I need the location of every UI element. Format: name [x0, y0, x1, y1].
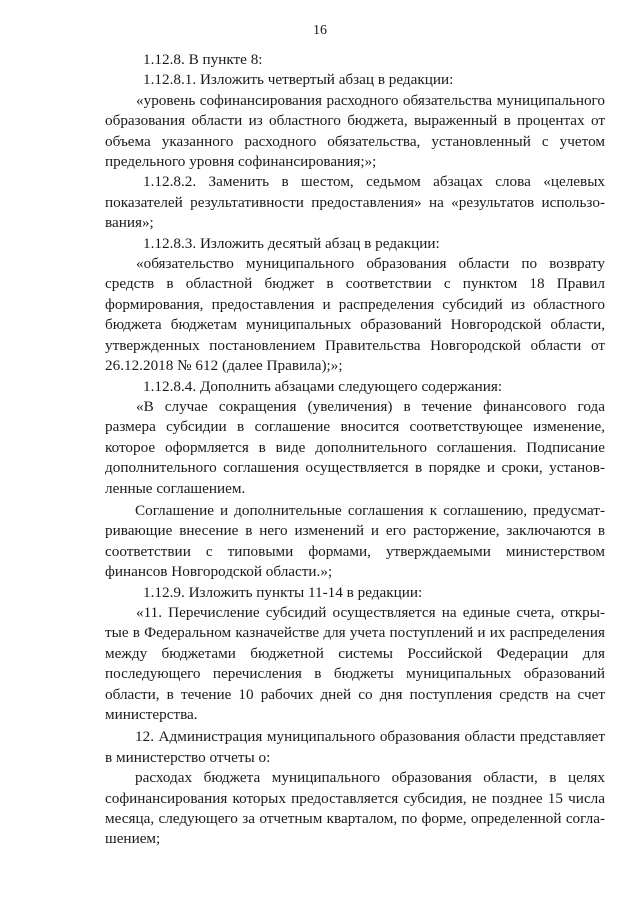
- paragraph-1-12-8-2: 1.12.8.2. Заменить в шестом, седьмом абзацах слова «целевых показателей результативности предоставления» на «результатов использования»;: [105, 173, 605, 232]
- paragraph-quote-obligation: «обязательство муниципального образования области по возврату средств в областной бюджет в соответствии с пунктом 18 Правил формирования, предоставления и распределения субсидий из областного бюджета бюджетам муниципальных образований Новгородской области, утвержденных постановлением Правительства Новгородской области от 26.12.2018 № 612 (далее Правила);»;: [105, 255, 605, 375]
- page-number: 16: [313, 23, 327, 38]
- paragraph-quote-subsidy-change: «В случае сокращения (увеличения) в течение финансового года размера субсидии в соглашение вносится соответствующее изменение, которое оформляется в виде дополнительного соглашения. Подписание дополнительного соглашения осуществляется в порядке и сроки, установленные соглашением.: [105, 397, 605, 497]
- paragraph-1-12-8-1: 1.12.8.1. Изложить четвертый абзац в редакции:: [143, 71, 454, 89]
- paragraph-1-12-8-4: 1.12.8.4. Дополнить абзацами следующего содержания:: [143, 377, 503, 395]
- paragraph-expenses-report: расходах бюджета муниципального образования области, в целях софинансирования которых предоставляется субсидия, не позднее 15 числа месяца, следующего за отчетным кварталом, по форме, определенной соглашением;: [105, 769, 605, 848]
- paragraph-1-12-9: 1.12.9. Изложить пункты 11-14 в редакции:: [143, 583, 423, 601]
- paragraph-clause-11: «11. Перечисление субсидий осуществляется на единые счета, открытые в Федеральном казначействе для учета поступлений и их распределения между бюджетами бюджетной системы Российской Федерации для последующего перечисления в бюджеты муниципальных образований области, в течение 10 рабочих дней со дня поступления средств на счет министерства.: [105, 603, 605, 723]
- paragraph-agreement-forms: Соглашение и дополнительные соглашения к соглашению, предусматривающие внесение в него изменений и его расторжение, заключаются в соответствии с типовыми формами, утверждаемыми министерством финансов Новгородской области.»;: [105, 501, 605, 581]
- paragraph-1-12-8: 1.12.8. В пункте 8:: [143, 51, 263, 68]
- paragraph-1-12-8-3: 1.12.8.3. Изложить десятый абзац в редакции:: [143, 234, 440, 252]
- document-body: [105, 50, 605, 850]
- paragraph-quote-cofinancing-level: «уровень софинансирования расходного обязательства муниципального образования области из областного бюджета, выраженный в процентах от объема указанного расходного обязательства, установленный с учетом предельного уровня софинансирования;»;: [105, 91, 605, 171]
- paragraph-clause-12: 12. Администрация муниципального образования области представляет в министерство отчеты о:: [105, 728, 605, 766]
